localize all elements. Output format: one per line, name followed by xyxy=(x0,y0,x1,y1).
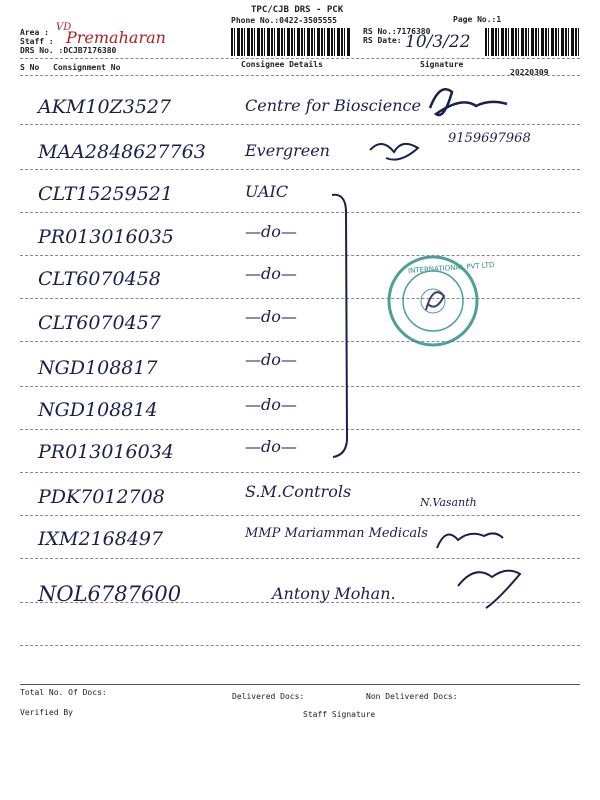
delivered-docs-label: Delivered Docs: xyxy=(232,692,305,701)
staff-label: Staff : xyxy=(20,37,54,46)
consignee-row-2: Evergreen xyxy=(245,141,330,160)
total-docs-label: Total No. Of Docs: xyxy=(20,688,107,697)
col-consignee: Consignee Details xyxy=(241,60,323,69)
consignment-row-8: NGD108814 xyxy=(38,399,158,421)
staff-signature-label: Staff Signature xyxy=(303,710,376,719)
rs-number: RS No.:7176380 xyxy=(363,27,431,36)
bracket-mark xyxy=(332,195,347,457)
footer-divider xyxy=(20,684,580,685)
consignment-row-10: PDK7012708 xyxy=(38,486,165,508)
consignment-row-9: PR013016034 xyxy=(38,441,174,463)
consignment-row-7: NGD108817 xyxy=(38,357,158,379)
consignee-row-5: —do— xyxy=(245,264,297,283)
area-value: VD xyxy=(56,22,72,33)
signature-mark-row-12 xyxy=(458,571,520,608)
consignment-row-1: AKM10Z3527 xyxy=(38,96,172,118)
consignment-row-5: CLT6070458 xyxy=(38,268,161,290)
signature-mark-row-1 xyxy=(430,89,507,115)
consignment-row-2: MAA2848627763 xyxy=(38,141,206,163)
consignee-row-9: —do— xyxy=(245,437,297,456)
col-sno: S No xyxy=(20,63,40,72)
consignee-row-10: S.M.Controls xyxy=(245,482,352,501)
phone-number: Phone No.:0422-3505555 xyxy=(231,16,337,25)
staff-value: Premaharan xyxy=(66,28,166,47)
consignee-row-6: —do— xyxy=(245,307,297,326)
signature-mark-row-11 xyxy=(437,533,503,548)
consignment-row-11: IXM2168497 xyxy=(38,528,164,550)
area-label: Area : xyxy=(20,28,49,37)
receiver-note-row-11: N.Vasanth xyxy=(420,496,477,509)
consignment-row-4: PR013016035 xyxy=(38,226,174,248)
consignee-row-4: —do— xyxy=(245,222,297,241)
consignment-row-6: CLT6070457 xyxy=(38,312,161,334)
drs-number: DRS No. :DCJB7176380 xyxy=(20,46,117,55)
consignee-row-8: —do— xyxy=(245,395,297,414)
page-number: Page No.:1 xyxy=(453,15,502,24)
phone-note-row-2: 9159697968 xyxy=(448,131,531,146)
rs-date-label: RS Date: xyxy=(363,36,402,45)
consignee-row-12: Antony Mohan. xyxy=(272,584,396,603)
page-title: TPC/CJB DRS - PCK xyxy=(251,5,344,15)
rs-date-value: 10/3/22 xyxy=(405,32,471,52)
consignee-row-1: Centre for Bioscience xyxy=(245,96,421,115)
stamp-text: INTERNATIONAL PVT LTD xyxy=(407,260,495,276)
consignee-row-7: —do— xyxy=(245,350,297,369)
consignment-row-3: CLT15259521 xyxy=(38,183,173,205)
verified-by-label: Verified By xyxy=(20,708,73,717)
date-tag: 20220309 xyxy=(510,68,549,77)
stamp-label-box xyxy=(400,260,495,336)
consignment-row-12: NOL6787600 xyxy=(38,582,182,606)
col-consignment: Consignment No xyxy=(53,63,121,72)
signature-mark-row-2 xyxy=(370,144,418,160)
col-signature: Signature xyxy=(420,60,464,69)
consignee-row-3: UAIC xyxy=(245,182,289,201)
non-delivered-docs-label: Non Delivered Docs: xyxy=(366,692,458,701)
consignee-row-11: MMP Mariamman Medicals xyxy=(245,526,428,541)
